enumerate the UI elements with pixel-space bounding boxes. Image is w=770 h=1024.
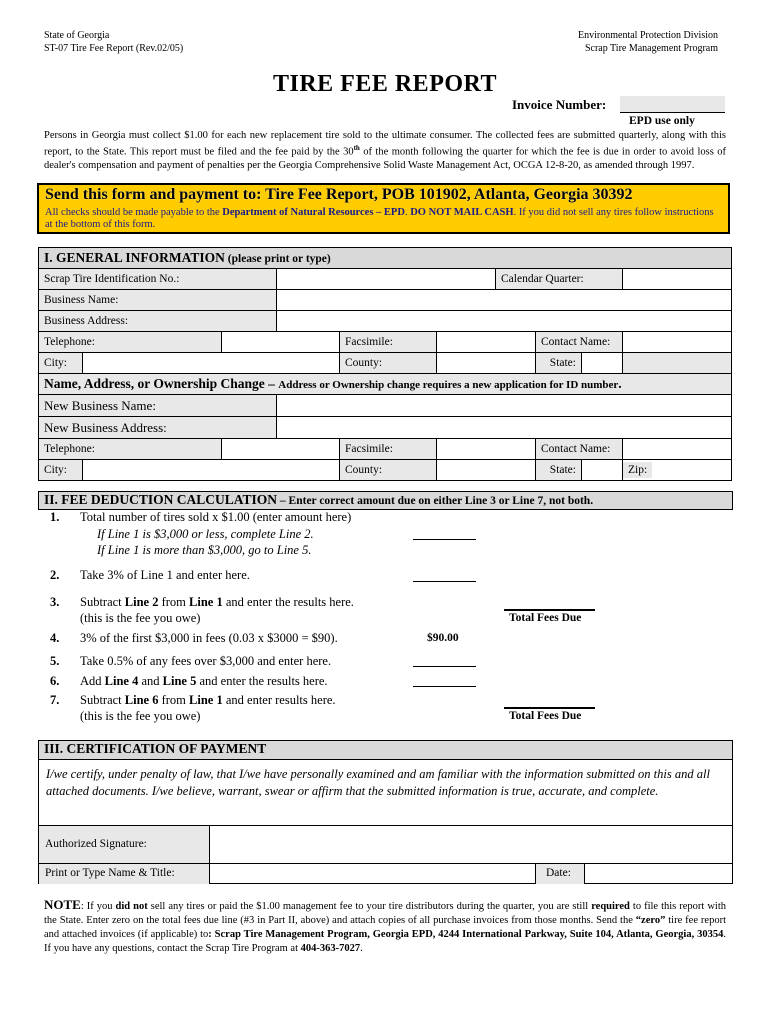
new-business-name-label: New Business Name: [39, 395, 277, 417]
line3-c: from [158, 595, 190, 609]
date-label-cell [535, 863, 585, 884]
line5-field[interactable] [413, 666, 476, 667]
contact-name-label: Contact Name: [536, 332, 623, 353]
note-t2: did not [115, 901, 148, 912]
new-business-address-field[interactable] [277, 417, 732, 439]
facsimile-field[interactable] [437, 332, 536, 353]
line6-a: Add [80, 674, 105, 688]
state-extra-cell [623, 353, 732, 374]
note-t3: sell any tires or paid the $1.00 management fee to your tire distributors during the quarter, you are still [147, 901, 592, 912]
line7-e: and enter results here. [222, 693, 336, 707]
contact-name-field[interactable] [623, 332, 732, 353]
line4-text: 3% of the first $3,000 in fees (0.03 x $3000 = $90). [80, 631, 338, 645]
state-label: State of Georgia [44, 30, 110, 41]
line1-sub1: If Line 1 is $3,000 or less, complete Line 2. [97, 527, 314, 541]
scrap-tire-id-field[interactable] [277, 269, 496, 290]
facsimile-label: Facsimile: [340, 332, 437, 353]
signature-label-cell [39, 825, 210, 864]
note-t8: : Scrap Tire Management Program, Georgia EPD, 4244 International Parkway, Suite 104, Atlanta, Georgia, 30354 [208, 929, 724, 940]
send-box [37, 183, 730, 234]
page-title: TIRE FEE REPORT [272, 71, 498, 97]
line7-b: Line 6 [124, 693, 159, 707]
city-field[interactable] [83, 353, 340, 374]
program-label: Scrap Tire Management Program [584, 43, 718, 54]
line4-value: $90.00 [427, 632, 459, 644]
change-dot: . [618, 376, 622, 391]
zip-cell[interactable] [623, 460, 732, 481]
section1-title: I. GENERAL INFORMATION [44, 250, 225, 265]
note-t1: : If you [80, 901, 116, 912]
line6-b: Line 4 [104, 674, 139, 688]
line7-d: Line 1 [189, 693, 223, 707]
line3-num: 3. [50, 595, 60, 609]
print-name-field[interactable] [210, 863, 535, 884]
section3-title: III. CERTIFICATION OF PAYMENT [44, 741, 267, 756]
section2-title-wrap [44, 492, 593, 508]
business-name-field[interactable] [277, 290, 732, 311]
change-title: Name, Address, or Ownership Change – [44, 376, 279, 391]
line4-num: 4. [50, 631, 60, 645]
epd-use-only: EPD use only [629, 115, 695, 127]
new-contact-name-field[interactable] [623, 439, 732, 460]
print-name-label: Print or Type Name & Title: [45, 867, 175, 879]
change-note: Address or Ownership change requires a new application for ID number [278, 379, 619, 391]
line3-d: Line 1 [189, 595, 223, 609]
line3-total-label: Total Fees Due [509, 612, 582, 624]
header-right [578, 29, 718, 55]
new-facsimile-field[interactable] [437, 439, 536, 460]
line6-e: and enter the results here. [196, 674, 328, 688]
send-sub-b: Department of Natural Resources – EPD [222, 207, 405, 218]
send-sub-d: DO NOT MAIL CASH [410, 207, 514, 218]
line6-text [80, 674, 328, 689]
form-id: ST-07 Tire Fee Report (Rev.02/05) [44, 43, 184, 54]
new-city-field[interactable] [83, 460, 340, 481]
line3-b: Line 2 [124, 595, 159, 609]
date-field[interactable] [584, 863, 732, 884]
signature-label: Authorized Signature: [45, 838, 147, 850]
line2-text: Take 3% of Line 1 and enter here. [80, 568, 250, 582]
new-state-field[interactable] [582, 460, 623, 481]
line3-a: Subtract [80, 595, 125, 609]
line3-e: and enter the results here. [222, 595, 354, 609]
send-headline: Send this form and payment to: Tire Fee Report, POB 101902, Atlanta, Georgia 30392 [45, 186, 633, 203]
new-city-label: City: [39, 460, 83, 481]
calendar-quarter-label: Calendar Quarter: [496, 269, 623, 290]
line6-num: 6. [50, 674, 60, 688]
print-name-label-cell [39, 863, 210, 884]
line7-c: from [158, 693, 190, 707]
line7-total-field[interactable] [504, 707, 595, 709]
intro-paragraph [44, 129, 726, 172]
new-telephone-field[interactable] [222, 439, 340, 460]
intro-sup: th [353, 144, 360, 152]
general-info-table [38, 247, 732, 481]
line1-sub2: If Line 1 is more than $3,000, go to Line 5. [97, 543, 312, 557]
line7-num: 7. [50, 693, 60, 707]
line5-text: Take 0.5% of any fees over $3,000 and enter here. [80, 654, 332, 668]
business-address-field[interactable] [277, 311, 732, 332]
note-paragraph [44, 898, 726, 956]
section2-title: II. FEE DEDUCTION CALCULATION [44, 492, 278, 507]
telephone-field[interactable] [222, 332, 340, 353]
business-address-label: Business Address: [39, 311, 277, 332]
send-subtext [45, 207, 720, 231]
new-business-name-field[interactable] [277, 395, 732, 417]
line1-text: Total number of tires sold x $1.00 (enter amount here) [80, 510, 352, 524]
note-t7: tire fee report and attached invoices (if applicable) to [44, 915, 726, 940]
send-sub-e: . If you did not sell any tires follow instructions at the bottom of this form. [45, 207, 714, 230]
new-facsimile-label: Facsimile: [340, 439, 437, 460]
line3-sub: (this is the fee you owe) [80, 611, 201, 625]
invoice-label: Invoice Number: [512, 97, 607, 112]
division-label: Environmental Protection Division [578, 30, 718, 41]
state-field[interactable] [582, 353, 623, 374]
city-label: City: [39, 353, 83, 374]
note-t11: . [360, 943, 363, 954]
intro-text-a: Persons in Georgia must collect $1.00 for each new replacement tire sold to the ultimate consumer. The collected fees are submitted quarterly, along with this report, to the State. This report must be filed and the fee paid by the 30 [44, 130, 726, 158]
section3-box [38, 740, 733, 884]
line7-sub: (this is the fee you owe) [80, 709, 201, 723]
section2-title-note: – Enter correct amount due on either Line 3 or Line 7, not both. [277, 495, 594, 507]
new-county-label: County: [340, 460, 437, 481]
line7-text [80, 693, 336, 708]
scrap-tire-id-label: Scrap Tire Identification No.: [39, 269, 277, 290]
calendar-quarter-field[interactable] [623, 269, 732, 290]
note-label: NOTE [44, 897, 81, 912]
new-telephone-label: Telephone: [39, 439, 222, 460]
line5-num: 5. [50, 654, 60, 668]
change-header [39, 374, 732, 395]
county-field[interactable] [437, 353, 536, 374]
line2-num: 2. [50, 568, 60, 582]
line7-total-label: Total Fees Due [509, 710, 582, 722]
line6-d: Line 5 [162, 674, 197, 688]
line3-total-field[interactable] [504, 609, 595, 611]
note-t6: “zero” [635, 915, 666, 926]
line7-a: Subtract [80, 693, 125, 707]
business-name-label: Business Name: [39, 290, 277, 311]
line1-num: 1. [50, 510, 60, 524]
note-t10: 404-363-7027 [300, 943, 361, 954]
new-county-field[interactable] [437, 460, 536, 481]
new-state-label: State: [536, 460, 582, 481]
line2-field[interactable] [413, 581, 476, 582]
certification-text: I/we certify, under penalty of law, that I/we have personally examined and am familiar with the information submitted on this and all attached documents. I/we believe, warrant, swear or affirm that the submitted information is true, accurate, and complete. [46, 767, 710, 798]
line6-c: and [138, 674, 163, 688]
note-t5: to file this report with the State. Enter zero on the total fees due line (#3 in Part II, above) and attach copies of all purchase invoices from those months. Send the [44, 901, 726, 926]
section2-header [38, 491, 733, 510]
signature-field[interactable] [210, 825, 732, 864]
header-left [44, 29, 183, 55]
zip-label: Zip: [623, 462, 652, 478]
state-field-label: State: [536, 353, 582, 374]
invoice-number-field[interactable] [620, 96, 725, 113]
new-contact-name-label: Contact Name: [536, 439, 623, 460]
date-label: Date: [546, 867, 571, 879]
section1-header [39, 248, 732, 269]
note-t9: . If you have any questions, contact the Scrap Tire Program at [44, 929, 726, 954]
county-label: County: [340, 353, 437, 374]
line3-text [80, 595, 354, 610]
section1-title-note: (please print or type) [224, 253, 331, 265]
note-t4: required [591, 901, 630, 912]
line1-field[interactable] [413, 539, 476, 540]
telephone-label: Telephone: [39, 332, 222, 353]
send-sub-c: . [404, 207, 411, 218]
intro-text-b: of the month following the quarter for which the fee is due in order to avoid loss of dealer's compensation and payment of penalties per the Georgia Comprehensive Solid Waste Management Act, OCGA 12-8-20, as amended through 1997. [44, 146, 726, 171]
new-business-address-label: New Business Address: [39, 417, 277, 439]
section3-header [39, 741, 732, 760]
send-sub-a: All checks should be made payable to the [45, 207, 223, 218]
line6-field[interactable] [413, 686, 476, 687]
